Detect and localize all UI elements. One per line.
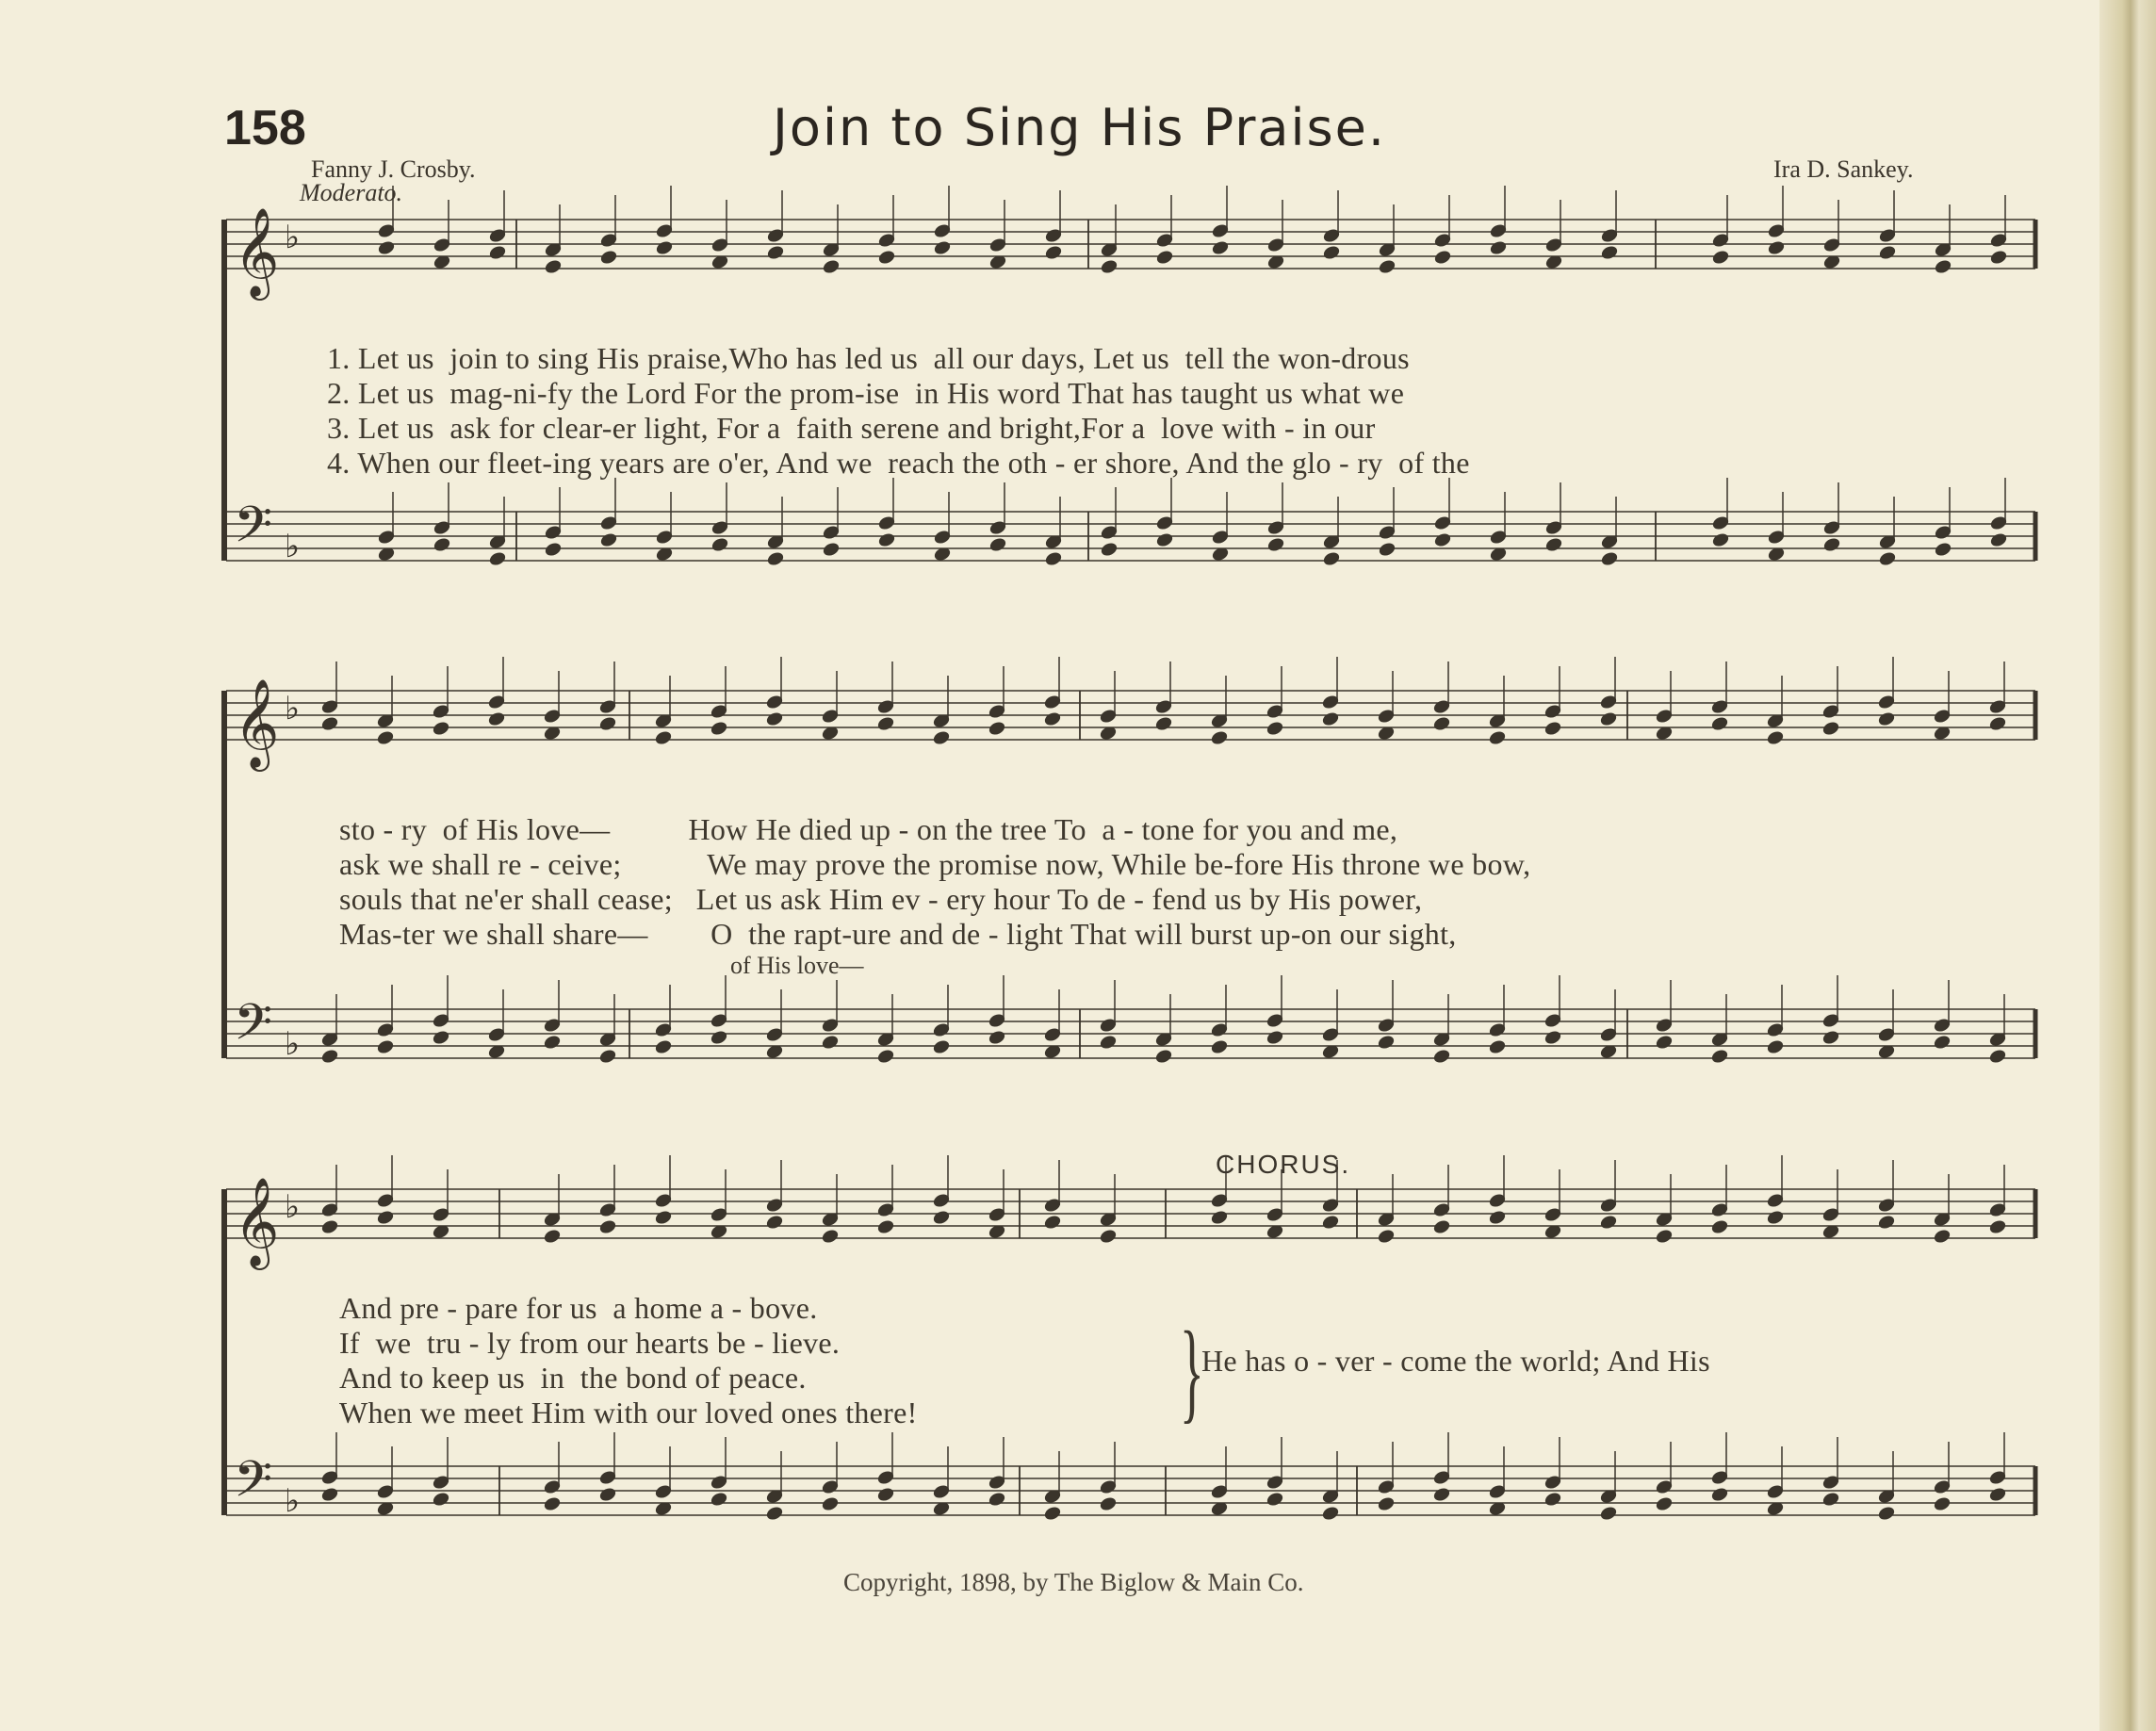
notehead [1544,721,1561,737]
notehead [1711,532,1729,548]
notehead [433,537,450,553]
system3-verse1: And pre - pare for us a home a - bove. [339,1291,818,1325]
notehead [876,1487,894,1503]
notehead [710,721,727,737]
treble-clef-icon: 𝄞 [234,678,280,768]
notehead [876,1049,894,1065]
notehead [1599,1215,1617,1231]
notehead [598,1049,616,1065]
notehead [821,1229,839,1245]
notehead [1488,730,1506,746]
notehead [1210,730,1228,746]
bass-clef-icon: 𝄢 [234,994,273,1064]
notehead [1377,1035,1395,1051]
notehead [488,551,506,567]
notehead [1266,721,1283,737]
notehead [821,1496,839,1512]
notehead [1988,1487,2006,1503]
notehead [1544,537,1562,553]
notehead [543,1229,561,1245]
notehead [1766,730,1784,746]
notehead [544,542,562,558]
notehead [1933,1496,1951,1512]
notehead [988,721,1005,737]
notehead [876,716,894,732]
notehead [1599,1506,1617,1522]
notehead [1710,1487,1728,1503]
notehead [821,1035,839,1051]
system1-verse1: 1. Let us join to sing His praise,Who has led us all our days, Let us tell the won-drous [327,341,1410,375]
system3-verse2: If we tru - ly from our hearts be - lieve. [339,1326,841,1360]
notehead [1432,1049,1450,1065]
notehead [1099,1496,1117,1512]
notehead [710,1492,727,1508]
page-edge [2099,0,2156,1731]
flat-key-signature-icon: ♭ [285,528,301,565]
notehead [377,240,395,256]
system3-verse3: And to keep us in the bond of peace. [339,1361,807,1395]
notehead [1266,1492,1283,1508]
page-number: 158 [224,101,306,155]
notehead [1154,716,1172,732]
notehead [488,245,506,261]
notehead [1544,1492,1561,1508]
notehead [710,537,728,553]
notehead [654,1210,672,1226]
notehead [710,1030,727,1046]
notehead [1266,537,1284,553]
copyright-notice: Copyright, 1898, by The Biglow & Main Co. [843,1568,1304,1596]
notehead [1877,1506,1895,1522]
notehead [1155,250,1173,266]
system2-verse1: sto - ry of His love— How He died up - on the tree To a - tone for you and me, [339,812,1398,846]
notehead [876,1219,894,1235]
flat-key-signature-icon: ♭ [285,690,301,727]
notehead [1655,1229,1673,1245]
notehead [765,711,783,727]
notehead [1988,1219,2006,1235]
notehead [1988,716,2006,732]
system2-verse3: souls that ne'er shall cease; Let us ask Him ev - ery hour To de - fend us by His power, [339,882,1423,916]
notehead [1100,542,1118,558]
notehead [1432,1219,1450,1235]
notehead [1378,259,1396,275]
notehead [1934,542,1952,558]
notehead [1100,259,1118,275]
notehead [1321,1215,1339,1231]
notehead [1378,542,1396,558]
notehead [1821,721,1839,737]
notehead [1655,1035,1673,1051]
notehead [1433,532,1451,548]
notehead [1933,1229,1951,1245]
notehead [1377,1229,1395,1245]
notehead [1322,551,1340,567]
notehead [1321,1506,1339,1522]
notehead [1043,1506,1061,1522]
notehead [1711,250,1729,266]
notehead [1600,245,1618,261]
notehead [543,1496,561,1512]
notehead [1155,532,1173,548]
notehead [1877,1215,1895,1231]
notehead [1655,1496,1673,1512]
system1-verse4: 4. When our fleet-ing years are o'er, And we reach the oth - er shore, And the glo - ry of the [327,446,1470,480]
notehead [1878,245,1896,261]
notehead [766,245,784,261]
notehead [1043,711,1061,727]
notehead [599,250,617,266]
notehead [599,532,617,548]
notehead [654,1039,672,1055]
treble-clef-icon: 𝄞 [234,207,280,297]
notehead [1822,537,1840,553]
notehead [1488,1210,1506,1226]
notehead [1988,1049,2006,1065]
notehead [1321,711,1339,727]
notehead [1210,1039,1228,1055]
notehead [543,1035,561,1051]
notehead [988,1492,1005,1508]
notehead [544,259,562,275]
notehead [376,1039,394,1055]
notehead [1377,1496,1395,1512]
notehead [320,1487,338,1503]
flat-key-signature-icon: ♭ [285,1482,301,1520]
bass-clef-icon: 𝄢 [234,1451,273,1521]
notehead [320,716,338,732]
bass-clef-icon: 𝄢 [234,497,273,566]
notehead [1933,1035,1951,1051]
notehead [1821,1492,1839,1508]
notehead [1710,716,1728,732]
notehead [376,730,394,746]
system1-verse2: 2. Let us mag-ni-fy the Lord For the prom-ise in His word That has taught us what we [327,376,1405,410]
flat-key-signature-icon: ♭ [285,1025,301,1063]
notehead [1710,1219,1728,1235]
notehead [1210,1210,1228,1226]
notehead [1766,1039,1784,1055]
notehead [432,1030,449,1046]
notehead [1488,1039,1506,1055]
notehead [654,730,672,746]
notehead [766,551,784,567]
notehead [1989,250,2007,266]
notehead [1154,1049,1172,1065]
notehead [1322,245,1340,261]
notehead [822,542,840,558]
lyricist: Fanny J. Crosby. [311,155,476,183]
notehead [320,1219,338,1235]
chorus-lyric: He has o - ver - come the world; And His [1201,1344,1710,1378]
chorus-label: CHORUS. [1216,1150,1351,1179]
notehead [1821,1030,1839,1046]
notehead [988,1030,1005,1046]
notehead [598,716,616,732]
system2-bass-lyric: of His love— [730,952,864,979]
notehead [988,537,1006,553]
notehead [765,1506,783,1522]
notehead [1766,1210,1784,1226]
notehead [1934,259,1952,275]
notehead [1433,250,1451,266]
notehead [432,1492,449,1508]
notehead [932,730,950,746]
notehead [1043,1215,1061,1231]
notehead [598,1487,616,1503]
notehead [655,240,673,256]
system3-verse4: When we meet Him with our loved ones there! [339,1396,918,1429]
notehead [1211,240,1229,256]
notehead [1989,532,2007,548]
notehead [1599,711,1617,727]
notehead [1099,1229,1117,1245]
system2-verse2: ask we shall re - ceive; We may prove the promise now, While be-fore His throne we bow, [339,847,1531,881]
notehead [1489,240,1507,256]
notehead [1044,551,1062,567]
notehead [1266,1030,1283,1046]
treble-clef-icon: 𝄞 [234,1177,280,1266]
notehead [1600,551,1618,567]
flat-key-signature-icon: ♭ [285,219,301,256]
notehead [432,721,449,737]
flat-key-signature-icon: ♭ [285,1188,301,1226]
notehead [765,1215,783,1231]
notehead [598,1219,616,1235]
notehead [877,250,895,266]
notehead [877,532,895,548]
notehead [487,711,505,727]
notehead [932,1039,950,1055]
notehead [1544,1030,1561,1046]
notehead [1099,1035,1117,1051]
composer: Ira D. Sankey. [1773,155,1914,183]
tempo-marking: Moderato. [300,179,403,206]
notehead [320,1049,338,1065]
notehead [932,1210,950,1226]
system2-verse4: Mas-ter we shall share— O the rapt-ure and de - light That will burst up-on our sight, [339,917,1457,951]
verse-brace: } [1179,1308,1204,1433]
notehead [1432,716,1450,732]
notehead [376,1210,394,1226]
system1-verse3: 3. Let us ask for clear-er light, For a faith serene and bright,For a love with - in our [327,411,1376,445]
notehead [1877,711,1895,727]
hymn-title: Join to Sing His Praise. [773,98,1387,157]
notehead [1044,245,1062,261]
notehead [1432,1487,1450,1503]
notehead [1767,240,1785,256]
notehead [822,259,840,275]
notehead [1710,1049,1728,1065]
notehead [933,240,951,256]
notehead [1878,551,1896,567]
